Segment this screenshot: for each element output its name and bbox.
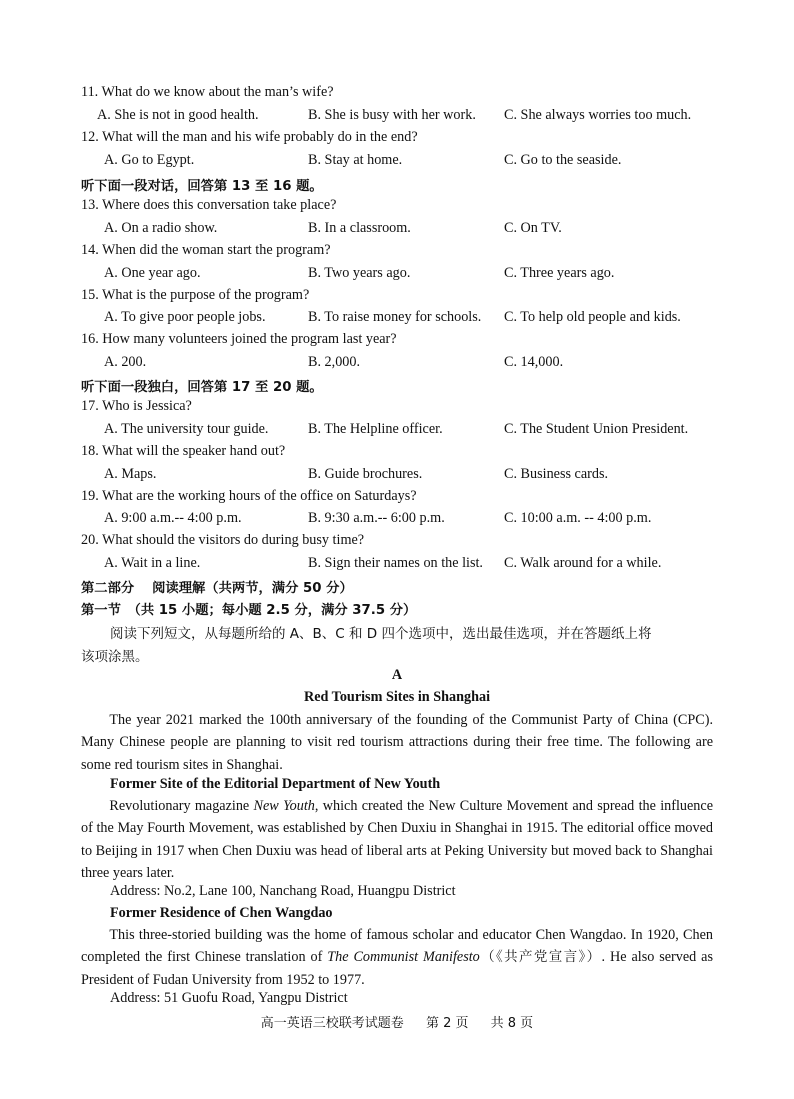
site2-desc-cn: （《共产党宣言》） bbox=[479, 949, 602, 966]
question-15-option-b: B. To raise money for schools. bbox=[308, 309, 482, 325]
question-14-options bbox=[0, 265, 794, 285]
question-13-option-b: B. In a classroom. bbox=[308, 220, 411, 236]
question-11-option-b: B. She is busy with her work. bbox=[308, 107, 476, 123]
question-18-options bbox=[0, 466, 794, 486]
question-14-stem: 14. When did the woman start the program? bbox=[81, 242, 331, 258]
question-11-option-c: C. She always worries too much. bbox=[504, 107, 692, 123]
site1-desc-italic: New Youth bbox=[253, 798, 315, 814]
question-19-option-a: A. 9:00 a.m.-- 4:00 p.m. bbox=[104, 510, 242, 526]
question-15-option-c: C. To help old people and kids. bbox=[504, 309, 681, 325]
passage-intro: The year 2021 marked the 100th anniversary of the founding of the Communist Party of China (CPC). Many Chinese people are planning to visit red tourism attractions during their free time. The following are some red tourism sites in Shanghai. bbox=[81, 712, 713, 773]
question-13-option-a: A. On a radio show. bbox=[104, 220, 218, 236]
reading-instruction-line1: 阅读下列短文，从每题所给的 A、B、C 和 D 四个选项中，选出最佳选项，并在答题纸上将 bbox=[110, 626, 652, 642]
question-13-options bbox=[0, 220, 794, 240]
question-14-option-c: C. Three years ago. bbox=[504, 265, 615, 281]
question-12-option-a: A. Go to Egypt. bbox=[104, 152, 195, 168]
site1-description bbox=[81, 795, 713, 885]
dialogue-heading-13-16: 听下面一段对话，回答第 13 至 16 题。 bbox=[81, 179, 323, 194]
question-13-option-c: C. On TV. bbox=[504, 220, 562, 236]
section-one-heading: 第一节 （共 15 小题；每小题 2.5 分，满分 37.5 分） bbox=[81, 603, 417, 618]
question-16-options bbox=[0, 354, 794, 374]
question-12-stem: 12. What will the man and his wife probably do in the end? bbox=[81, 129, 418, 145]
site2-desc-pre: This three-storied building was the home of famous scholar and educator Chen Wangdao. In 1920, Chen completed the first Chinese translation of bbox=[81, 927, 713, 966]
question-14-option-b: B. Two years ago. bbox=[308, 265, 411, 281]
question-17-option-c: C. The Student Union President. bbox=[504, 421, 689, 437]
passage-title: Red Tourism Sites in Shanghai bbox=[303, 689, 491, 705]
question-19-option-b: B. 9:30 a.m.-- 6:00 p.m. bbox=[308, 510, 445, 526]
monologue-heading-17-20: 听下面一段独白，回答第 17 至 20 题。 bbox=[81, 380, 323, 395]
question-18-option-c: C. Business cards. bbox=[504, 466, 609, 482]
site1-desc-pre: Revolutionary magazine bbox=[109, 798, 254, 814]
question-13-stem: 13. Where does this conversation take place? bbox=[81, 197, 337, 213]
question-16-stem: 16. How many volunteers joined the program last year? bbox=[81, 331, 397, 347]
question-16-option-a: A. 200. bbox=[104, 354, 147, 370]
site1-address: Address: No.2, Lane 100, Nanchang Road, Huangpu District bbox=[110, 883, 456, 899]
question-17-options bbox=[0, 421, 794, 441]
question-17-option-a: A. The university tour guide. bbox=[104, 421, 269, 437]
question-18-option-a: A. Maps. bbox=[104, 466, 157, 482]
site1-desc-post: , which created the New Culture Movement and spread the influence of the May Fourth Movement, was established by Chen Duxiu in Shanghai in 1915. The editorial office moved to Beijing in 1917 when Chen Duxiu was head of liberal arts at Peking University but moved back to Shanghai three years later. bbox=[81, 798, 713, 882]
question-11-options bbox=[0, 107, 794, 127]
footer-page-number: 第 2 页 bbox=[425, 1016, 469, 1031]
question-16-option-b: B. 2,000. bbox=[308, 354, 361, 370]
question-18-option-b: B. Guide brochures. bbox=[308, 466, 423, 482]
site2-desc-post: . He also served as President of Fudan University from 1952 to 1977. bbox=[81, 949, 713, 988]
question-20-option-c: C. Walk around for a while. bbox=[504, 555, 662, 571]
question-12-options bbox=[0, 152, 794, 172]
page-footer bbox=[0, 1012, 794, 1031]
site2-description bbox=[81, 924, 713, 991]
question-11-stem: 11. What do we know about the man’s wife? bbox=[81, 84, 334, 100]
question-12-option-b: B. Stay at home. bbox=[308, 152, 403, 168]
question-15-stem: 15. What is the purpose of the program? bbox=[81, 287, 310, 303]
part-two-heading: 第二部分 阅读理解（共两节，满分 50 分） bbox=[81, 581, 353, 596]
footer-exam-title: 高一英语三校联考试题卷 bbox=[260, 1016, 404, 1031]
question-11-option-a: A. She is not in good health. bbox=[97, 107, 259, 123]
question-20-stem: 20. What should the visitors do during busy time? bbox=[81, 532, 365, 548]
site2-desc-italic: The Communist Manifesto bbox=[327, 949, 480, 966]
question-19-options bbox=[0, 510, 794, 530]
question-19-stem: 19. What are the working hours of the office on Saturdays? bbox=[81, 488, 417, 504]
reading-instruction-line2: 该项涂黑。 bbox=[81, 649, 149, 665]
passage-letter: A bbox=[391, 667, 403, 683]
question-18-stem: 18. What will the speaker hand out? bbox=[81, 443, 286, 459]
site2-address: Address: 51 Guofu Road, Yangpu District bbox=[110, 990, 348, 1006]
question-16-option-c: C. 14,000. bbox=[504, 354, 564, 370]
question-14-option-a: A. One year ago. bbox=[104, 265, 201, 281]
footer-total-pages: 共 8 页 bbox=[490, 1016, 534, 1031]
question-19-option-c: C. 10:00 a.m. -- 4:00 p.m. bbox=[504, 510, 652, 526]
site1-heading: Former Site of the Editorial Department of New Youth bbox=[110, 776, 441, 792]
question-12-option-c: C. Go to the seaside. bbox=[504, 152, 622, 168]
question-20-options bbox=[0, 555, 794, 575]
question-17-stem: 17. Who is Jessica? bbox=[81, 398, 192, 414]
question-20-option-a: A. Wait in a line. bbox=[104, 555, 201, 571]
question-17-option-b: B. The Helpline officer. bbox=[308, 421, 443, 437]
question-15-options bbox=[0, 309, 794, 329]
question-20-option-b: B. Sign their names on the list. bbox=[308, 555, 483, 571]
site2-heading: Former Residence of Chen Wangdao bbox=[110, 905, 333, 921]
question-15-option-a: A. To give poor people jobs. bbox=[104, 309, 266, 325]
